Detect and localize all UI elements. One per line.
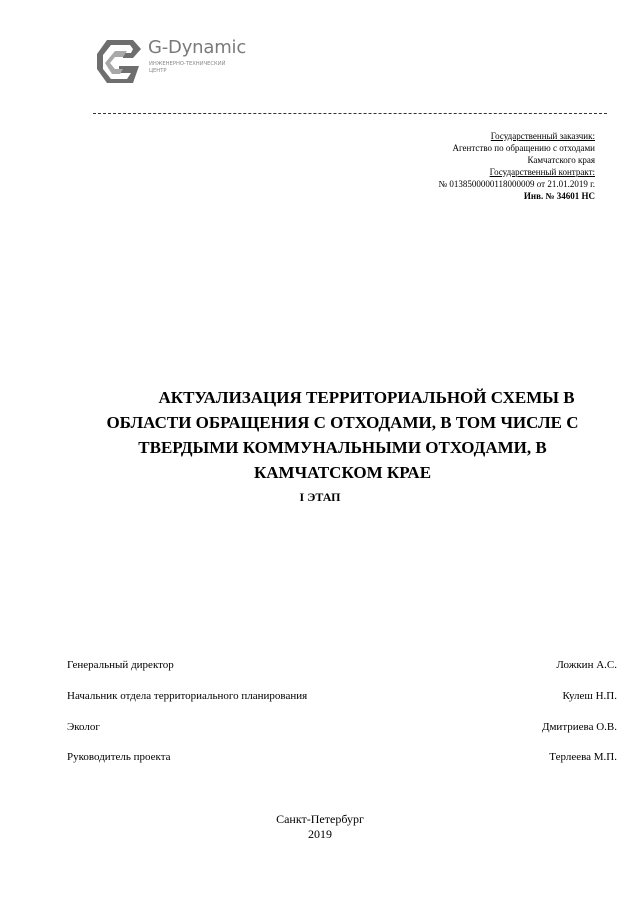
title-line: ТВЕРДЫМИ КОММУНАЛЬНЫМИ ОТХОДАМИ, В: [138, 438, 547, 457]
customer-org-line: Агентство по обращению с отходами: [452, 143, 595, 153]
logo-subtitle-line: ЦЕНТР: [149, 67, 167, 74]
signatory-name: Ложкин А.С.: [556, 659, 617, 671]
footer: [0, 812, 640, 842]
customer-block: [295, 130, 595, 202]
contract-label: Государственный контракт:: [489, 167, 595, 177]
stage-label: I ЭТАП: [299, 490, 341, 504]
company-logo: [93, 37, 263, 87]
title-line: АКТУАЛИЗАЦИЯ ТЕРРИТОРИАЛЬНОЙ СХЕМЫ В: [158, 388, 575, 407]
inventory-number: Инв. № 34601 НС: [523, 191, 595, 201]
title-line: ОБЛАСТИ ОБРАЩЕНИЯ С ОТХОДАМИ, В ТОМ ЧИСЛЕ С: [106, 413, 579, 432]
header-divider: [93, 113, 607, 114]
signatory-role: Руководитель проекта: [67, 751, 171, 763]
customer-label: Государственный заказчик:: [490, 131, 595, 141]
document-title: [90, 385, 595, 485]
footer-city: Санкт-Петербург: [276, 812, 364, 826]
signatory-name: Дмитриева О.В.: [541, 721, 617, 733]
signatory-role: Начальник отдела территориального планирования: [67, 690, 308, 702]
signatory-role: Генеральный директор: [67, 659, 174, 671]
signatory-name: Кулеш Н.П.: [562, 690, 617, 702]
g-dynamic-logo-icon: [93, 37, 145, 87]
signatory-name: Терлеева М.П.: [549, 751, 617, 763]
title-line: КАМЧАТСКОМ КРАЕ: [253, 463, 432, 482]
customer-org-line: Камчатского края: [527, 155, 595, 165]
logo-brand-name: G-Dynamic: [148, 37, 247, 58]
logo-subtitle-line: ИНЖЕНЕРНО-ТЕХНИЧЕСКИЙ: [149, 61, 226, 67]
logo-subtitle: [149, 61, 226, 74]
contract-number: № 0138500000118000009 от 21.01.2019 г.: [438, 179, 595, 189]
signatory-role: Эколог: [67, 721, 100, 733]
footer-year: 2019: [308, 827, 332, 841]
